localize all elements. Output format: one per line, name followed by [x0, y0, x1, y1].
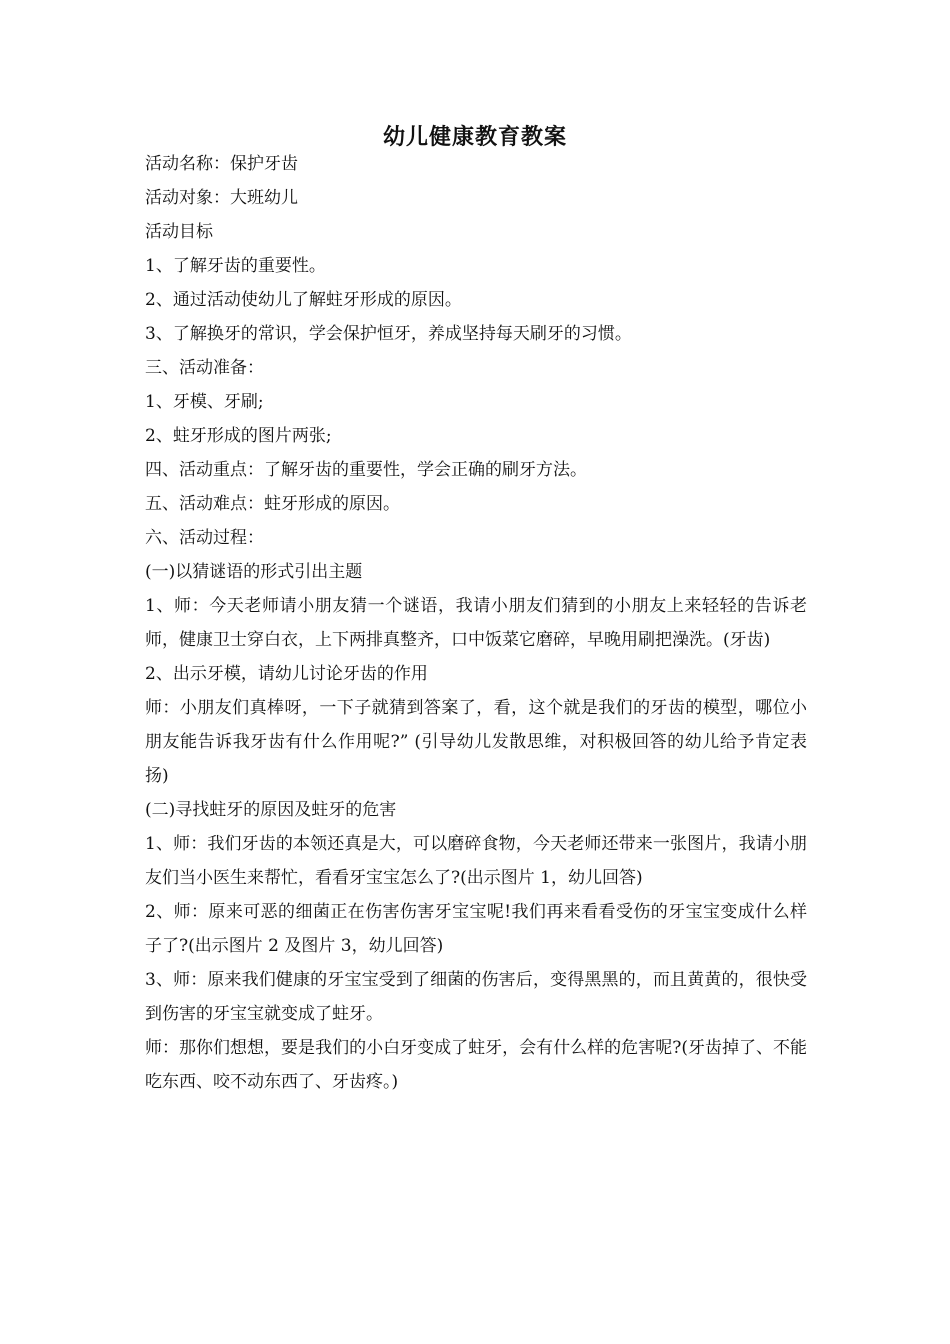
key-points: 四、活动重点：了解牙齿的重要性，学会正确的刷牙方法。	[145, 460, 587, 480]
paragraph: 1、师：今天老师请小朋友猜一个谜语，我请小朋友们猜到的小朋友上来轻轻的告诉老师，健康卫士穿白衣，上下两排真整齐，口中饭菜它磨碎，早晚用刷把澡洗。(牙齿)	[145, 596, 807, 650]
activity-name: 活动名称：保护牙齿	[145, 154, 298, 174]
paragraph: 师：那你们想想，要是我们的小白牙变成了蛀牙，会有什么样的危害呢?(牙齿掉了、不能吃东西、咬不动东西了、牙齿疼。)	[145, 1038, 807, 1092]
goal-3: 3、了解换牙的常识，学会保护恒牙，养成坚持每天刷牙的习惯。	[145, 324, 632, 344]
document-body	[145, 147, 807, 1099]
step-2-heading: 2、出示牙模，请幼儿讨论牙齿的作用	[145, 664, 428, 684]
paragraph: 2、师：原来可恶的细菌正在伤害伤害牙宝宝呢!我们再来看看受伤的牙宝宝变成什么样子了?(出示图片 2 及图片 3，幼儿回答)	[145, 902, 807, 956]
goal-2: 2、通过活动使幼儿了解蛀牙形成的原因。	[145, 290, 462, 310]
preparation-1: 1、牙模、牙刷;	[145, 392, 264, 412]
activity-target: 活动对象：大班幼儿	[145, 188, 298, 208]
section-1-heading: (一)以猜谜语的形式引出主题	[145, 562, 363, 582]
process-heading: 六、活动过程：	[145, 528, 264, 548]
activity-goals-heading: 活动目标	[145, 222, 213, 242]
difficult-points: 五、活动难点：蛀牙形成的原因。	[145, 494, 400, 514]
goal-1: 1、了解牙齿的重要性。	[145, 256, 326, 276]
preparation-2: 2、蛀牙形成的图片两张;	[145, 426, 332, 446]
section-2-heading: (二)寻找蛀牙的原因及蛀牙的危害	[145, 800, 397, 820]
paragraph: 师：小朋友们真棒呀，一下子就猜到答案了，看，这个就是我们的牙齿的模型，哪位小朋友能告诉我牙齿有什么作用呢?” (引导幼儿发散思维，对积极回答的幼儿给予肯定表扬)	[145, 698, 807, 786]
preparation-heading: 三、活动准备：	[145, 358, 264, 378]
paragraph: 1、师：我们牙齿的本领还真是大，可以磨碎食物，今天老师还带来一张图片，我请小朋友们当小医生来帮忙，看看牙宝宝怎么了?(出示图片 1，幼儿回答)	[145, 834, 807, 888]
document-title: 幼儿健康教育教案	[382, 125, 567, 150]
paragraph: 3、师：原来我们健康的牙宝宝受到了细菌的伤害后，变得黑黑的，而且黄黄的，很快受到伤害的牙宝宝就变成了蛀牙。	[145, 970, 807, 1024]
